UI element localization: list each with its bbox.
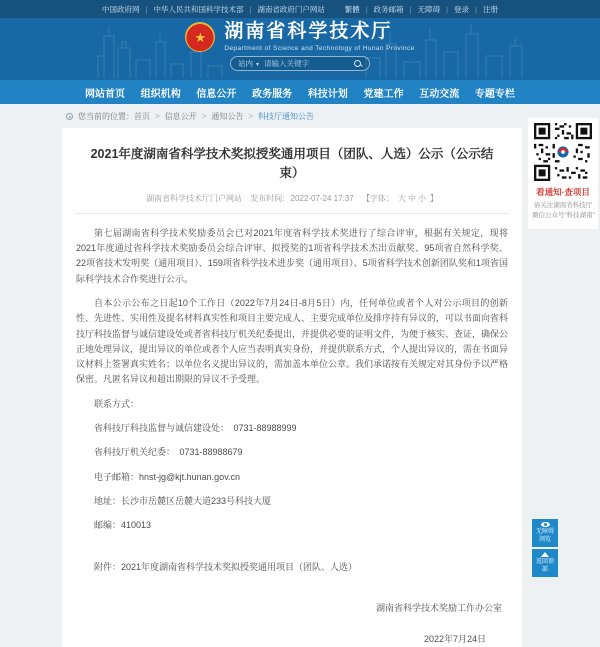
article-body (76, 226, 508, 647)
contact-postcode: 邮编：410013 (94, 520, 152, 531)
back-to-top-label: 返回顶部 (535, 559, 554, 573)
attachment-label: 附件： (94, 561, 122, 572)
attachment-link[interactable]: 2021年度湖南省科学技术奖拟授奖通用项目（团队、人选） (121, 561, 358, 572)
topbar-link-hunan-gov[interactable]: | 湖南省政府门户网站 (243, 4, 324, 15)
contact-phone-discipline: 省科技厅机关纪委： 0731-88988679 (94, 447, 243, 458)
topbar-link-register[interactable]: | 注册 (469, 4, 498, 15)
location-pin-icon (66, 113, 73, 120)
article-title: 2021年度湖南省科学技术奖拟授奖通用项目（团队、人选）公示（公示结束） (90, 147, 494, 181)
brand-text (224, 22, 414, 52)
font-size-small-button[interactable]: 小 (417, 193, 426, 203)
topbar-link-mailbox[interactable]: | 政务邮箱 (360, 4, 404, 15)
search-bar (230, 56, 370, 71)
breadcrumb-notices[interactable]: > 通知公告 (197, 111, 244, 122)
qr-caption (532, 201, 594, 222)
top-utility-bar (0, 0, 600, 18)
breadcrumb-current[interactable]: > 科技厅通知公告 (243, 111, 314, 122)
attachment-line (76, 560, 508, 575)
search-scope-dropdown[interactable]: 站内 ▾ (238, 58, 259, 69)
font-size-medium-button[interactable]: 中 (407, 193, 416, 203)
paragraph: 自本公示公布之日起10个工作日（2022年7月24日-8月5日）内，任何单位或者个人对公示项目的创新性、先进性、实用性及提名材料真实性和项目主要完成人、主要完成单位及排序持有异议的，可以书面向省科技厅科技监督与诚信建设处或者省科技厅机关纪委提出，并提供必要的证明文件，为便于核实、查证，确保公正地处理异议，提出异议的单位或者个人应当表明真实身份，并提供联系方式，个人提出异议的，需在书面异议材料上签署真实姓名；以单位名义提出异议的，需加盖本单位公章。我们承诺按有关规定对其身份予以严格保密。凡匿名异议和超出期限的异议不予受理。 (76, 297, 509, 385)
topbar-link-gov-cn[interactable]: 中国政府网 (102, 4, 140, 14)
qr-caption-line2: 微信公众号“科技湖南” (532, 212, 595, 220)
primary-nav (0, 80, 600, 104)
topbar-left-links (102, 4, 325, 15)
breadcrumb-prefix: 您当前的位置： (78, 111, 134, 121)
breadcrumb-home[interactable]: 首页 (134, 111, 150, 121)
topbar-link-accessibility[interactable]: | 无障碍 (404, 4, 440, 15)
nav-item-interaction[interactable]: 互动交流 (419, 88, 460, 100)
paragraph: 第七届湖南省科学技术奖励委员会已对2021年度省科学技术奖进行了综合评审，根据有关规定，现将2021年度通过省科学技术奖励委员会综合评审、拟授奖的1项省科学技术杰出贡献奖、95项省自然科学奖、22项省技术发明奖（通用项目）、159项省科学技术进步奖（通用项目）、5项省科学技术创新团队奖和1项省国际科学技术合作奖进行公示。 (76, 227, 508, 284)
article-meta (76, 193, 508, 214)
qr-caption-line1: 请关注湖南省科技厅 (533, 202, 593, 209)
nav-item-party-building[interactable]: 党建工作 (363, 88, 404, 100)
qr-sidebar-card (528, 118, 598, 229)
article-source: 湖南省科学技术厅门户网站 (146, 193, 243, 203)
back-to-top-button[interactable] (532, 549, 558, 577)
accessibility-button[interactable] (532, 519, 558, 547)
breadcrumb-info-disclosure[interactable]: > 信息公开 (150, 111, 197, 122)
national-emblem-icon: ★ (185, 22, 215, 52)
site-title: 湖南省科学技术厅 (224, 21, 393, 43)
site-subtitle: Department of Science and Technology of Hunan Province (224, 44, 415, 52)
topbar-link-most[interactable]: | 中华人民共和国科学技术部 (140, 4, 244, 15)
font-size-label-close: 】 (429, 193, 438, 203)
nav-item-organization[interactable]: 组织机构 (140, 88, 181, 100)
site-header (0, 18, 600, 80)
signature-office: 湖南省科学技术奖励工作办公室 (375, 602, 502, 613)
signature-date: 2022年7月24日 (423, 634, 486, 645)
nav-item-sci-plans[interactable]: 科技计划 (307, 88, 348, 100)
contact-phone-supervision: 省科技厅科技监督与诚信建设处： 0731-88988999 (94, 423, 297, 434)
arrow-up-icon (541, 552, 549, 557)
article-card (62, 128, 522, 647)
nav-item-info-disclosure[interactable]: 信息公开 (196, 88, 237, 100)
breadcrumb (0, 104, 600, 128)
eye-icon (541, 522, 550, 527)
contact-email: 电子邮箱：hnst-jg@kjt.hunan.gov.cn (94, 471, 241, 482)
qr-code (534, 123, 592, 181)
search-input[interactable] (264, 59, 349, 68)
publish-time-label: 发布时间: (250, 193, 285, 203)
nav-item-special-topics[interactable]: 专题专栏 (474, 88, 515, 100)
font-size-large-button[interactable]: 大 (397, 193, 406, 203)
accessibility-label: 无障碍浏览 (535, 529, 554, 543)
floating-buttons (532, 519, 558, 577)
search-icon[interactable] (354, 60, 362, 68)
font-size-label: 【字体： (361, 193, 394, 203)
topbar-link-traditional[interactable]: 繁體 (344, 4, 360, 14)
qr-title: 看通知·查项目 (536, 187, 590, 197)
topbar-link-login[interactable]: | 登录 (440, 4, 469, 15)
brand (0, 18, 600, 52)
nav-item-services[interactable]: 政务服务 (252, 88, 293, 100)
contact-address: 地址：长沙市岳麓区岳麓大道233号科技大厦 (94, 495, 272, 506)
publish-time: 2022-07-24 17:37 (290, 193, 354, 203)
nav-item-home[interactable]: 网站首页 (85, 88, 125, 100)
contact-heading: 联系方式： (94, 398, 140, 409)
search-row (0, 56, 600, 71)
main-content-row (62, 128, 600, 647)
topbar-right-links (345, 4, 498, 15)
